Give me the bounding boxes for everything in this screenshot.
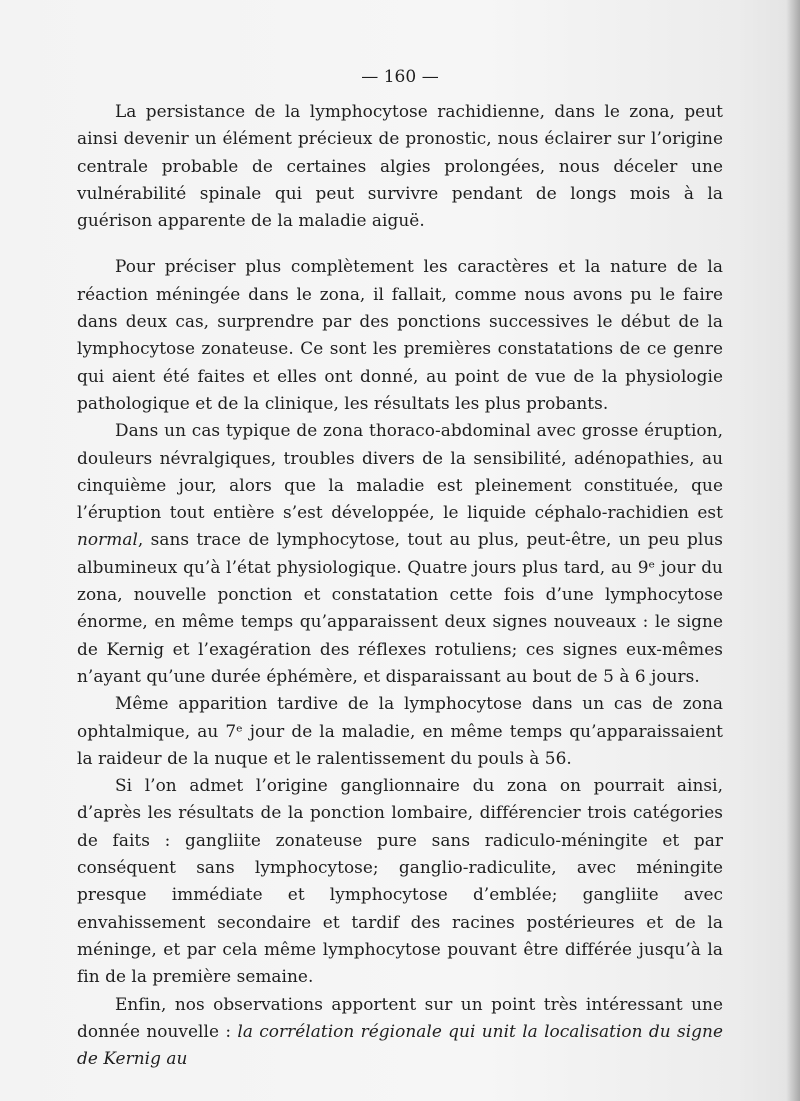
paragraph-3-text-start: Dans un cas typique de zona thoraco-abdominal avec grosse éruption, douleurs névralgiques, troubles divers de la sensibilité, adénopathies, au cinquième jour, alors que la maladie est pleinement constituée, que l’éruption tout entière s’est développée, le liquide céphalo-rachidien est <box>77 420 723 523</box>
page-body <box>77 64 723 1072</box>
paragraph-4: Même apparition tardive de la lymphocytose dans un cas de zona ophtalmique, au 7ᵉ jour de la maladie, en même temps qu’apparaissaient la raideur de la nuque et le ralentissement du pouls à 56. <box>77 693 723 768</box>
paragraph-3-italic: normal <box>77 529 138 550</box>
paragraph-5: Si l’on admet l’origine ganglionnaire du zona on pourrait ainsi, d’après les résultats de la ponction lombaire, différencier trois catégories de faits : gangliite zonateuse pure sans radiculo-méningite et par conséquent sans lymphocytose; ganglio-radiculite, avec méningite presque immédiate et lymphocytose d’emblée; gangliite avec envahissement secondaire et tardif des racines postérieures et de la méninge, et par cela même lymphocytose pouvant être différée jusqu’à la fin de la première semaine. <box>77 775 723 987</box>
paragraph-6-italic: la corrélation régionale qui unit la localisation du signe de Kernig au <box>77 1020 723 1069</box>
page-number: — 160 — <box>361 67 439 87</box>
paragraph-1: La persistance de la lymphocytose rachidienne, dans le zona, peut ainsi devenir un élément précieux de pronostic, nous éclairer sur l’origine centrale probable de certaines algies prolongées, nous déceler une vulnérabilité spinale qui peut survivre pendant de longs mois à la guérison apparente de la maladie aiguë. <box>77 101 723 231</box>
paragraph-3-text-end: , sans trace de lymphocytose, tout au plus, peut-être, un peu plus albumineux qu’à l’état physiologique. Quatre jours plus tard, au 9ᵉ jour du zona, nouvelle ponction et constatation cette fois d’une lymphocytose énorme, en même temps qu’apparaissent deux signes nouveaux : le signe de Kernig et l’exagération des réflexes rotuliens; ces signes eux-mêmes n’ayant qu’une durée éphémère, et disparaissant au bout de 5 à 6 jours. <box>77 529 723 686</box>
paragraph-2: Pour préciser plus complètement les caractères et la nature de la réaction méningée dans le zona, il fallait, comme nous avons pu le faire dans deux cas, surprendre par des ponctions successives le début de la lymphocytose zonateuse. Ce sont les premières constatations de ce genre qui aient été faites et elles ont donné, au point de vue de la physiologie pathologique et de la clinique, les résultats les plus probants. <box>77 256 723 413</box>
page-edge-shadow <box>786 0 800 1101</box>
paragraph-6 <box>77 991 723 1073</box>
paragraph-6-text-start: Enfin, nos observations apportent sur un point très intéressant une donnée nouvelle : <box>77 993 723 1041</box>
paragraph-3 <box>77 417 723 690</box>
